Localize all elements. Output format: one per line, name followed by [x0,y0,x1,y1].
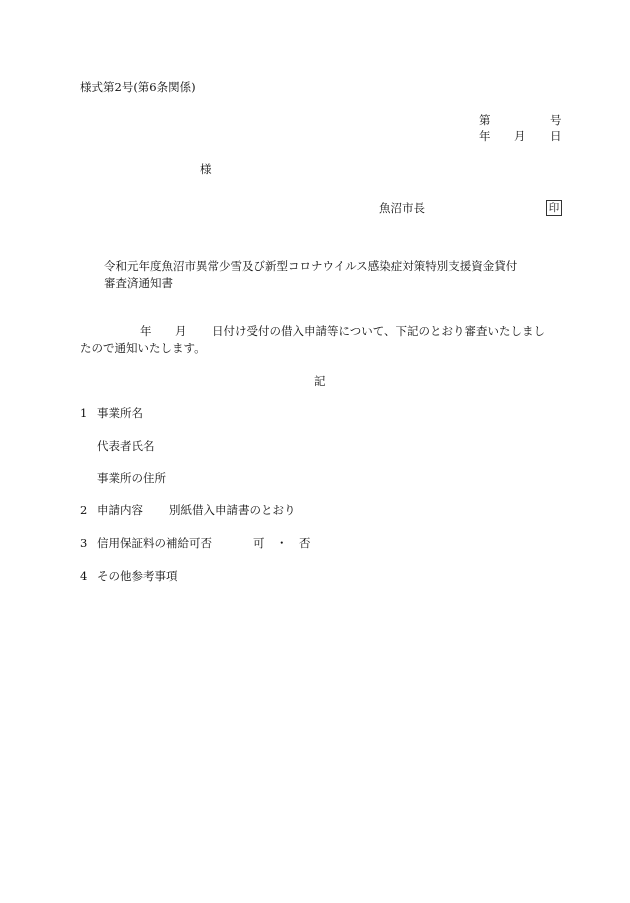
item-guarantee-fee-value: 可 ・ 否 [253,536,311,550]
item-representative-label: 代表者氏名 [97,439,155,453]
date-year-label: 年 [479,129,491,143]
item-other-notes-label: その他参考事項 [97,569,178,583]
date-day-label: 日 [550,129,562,143]
form-number: 様式第2号(第6条関係) [80,80,196,94]
issuer: 魚沼市長 [379,201,425,215]
item-application-content-value: 別紙借入申請書のとおり [169,503,296,517]
item-application-content-label: 申請内容 [97,503,143,517]
item-guarantee-fee-label: 信用保証料の補給可否 [97,536,212,550]
doc-number-suffix: 号 [550,113,562,127]
item-3-number: 3 [80,536,88,550]
doc-number-prefix: 第 [479,113,491,127]
date-month-label: 月 [514,129,526,143]
body-line1: 日付け受付の借入申請等について、下記のとおり審査いたしまし [212,324,546,338]
document-title-line1: 令和元年度魚沼市異常少雪及び新型コロナウイルス感染症対策特別支援資金貸付 [104,259,518,273]
seal-stamp-icon: 印 [546,200,562,216]
item-2-number: 2 [80,503,88,517]
body-month-label: 月 [175,324,187,338]
item-business-address-label: 事業所の住所 [97,471,166,485]
item-1-number: 1 [80,406,88,420]
body-year-label: 年 [140,324,152,338]
document-title-line2: 審査済通知書 [104,276,173,290]
item-business-name-label: 事業所名 [97,406,143,420]
ki-marker: 記 [314,374,326,388]
body-line2: たので通知いたします。 [80,341,206,355]
addressee-suffix: 様 [200,162,212,176]
item-4-number: 4 [80,569,88,583]
